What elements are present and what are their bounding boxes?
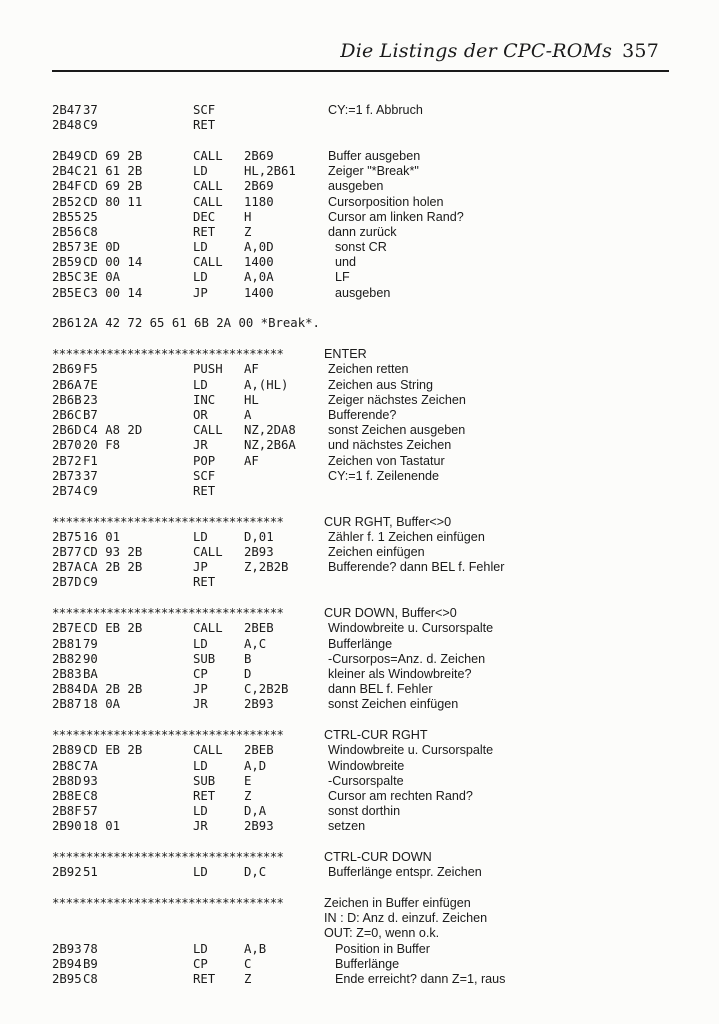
comment: LF (328, 270, 350, 285)
operand: 2B93 (244, 545, 274, 560)
hex-bytes: 3E 0A (83, 270, 121, 285)
hex-bytes: 25 (83, 209, 98, 224)
address: 2B75 (52, 529, 82, 544)
mnemonic: JP (193, 560, 208, 575)
hex-bytes: C4 A8 2D (83, 423, 143, 438)
operand: AF (244, 362, 259, 377)
separator-stars: ********************************** (52, 514, 284, 529)
code-line (52, 804, 692, 819)
code-line (52, 454, 692, 469)
code-line (52, 621, 692, 636)
operand: AF (244, 453, 259, 468)
mnemonic: CALL (193, 194, 223, 209)
code-line (52, 697, 692, 712)
operand: HL,2B61 (244, 164, 296, 179)
code-line (52, 484, 692, 499)
code-line (52, 865, 692, 880)
section-header (52, 850, 692, 865)
comment: Cursor am rechten Rand? (328, 788, 473, 803)
operand: Z (244, 971, 252, 986)
hex-bytes: 7E (83, 377, 98, 392)
address: 2B89 (52, 743, 82, 758)
separator-stars: ********************************** (52, 606, 284, 621)
hex-bytes: 93 (83, 773, 98, 788)
mnemonic: CALL (193, 148, 223, 163)
address: 2B8C (52, 758, 82, 773)
mnemonic: LD (193, 270, 208, 285)
operand: A,0A (244, 270, 274, 285)
address: 2B90 (52, 819, 82, 834)
code-line (52, 682, 692, 697)
code-line (52, 408, 692, 423)
mnemonic: LD (193, 529, 208, 544)
hex-bytes: 90 (83, 651, 98, 666)
code-line (52, 972, 692, 987)
separator-stars: ********************************** (52, 728, 284, 743)
blank-line (52, 499, 692, 515)
blank-line (52, 834, 692, 850)
hex-bytes: 78 (83, 941, 98, 956)
section-header (52, 896, 692, 911)
address: 2B52 (52, 194, 82, 209)
mnemonic: RET (193, 483, 216, 498)
address: 2B93 (52, 941, 82, 956)
comment: setzen (328, 819, 366, 834)
operand: 2BEB (244, 743, 274, 758)
address: 2B56 (52, 224, 82, 239)
mnemonic: LD (193, 240, 208, 255)
mnemonic: CALL (193, 423, 223, 438)
note-line (52, 926, 692, 941)
operand: 1400 (244, 285, 274, 300)
address: 2B94 (52, 956, 82, 971)
blank-line (52, 713, 692, 729)
operand: A,C (244, 636, 267, 651)
operand: D,C (244, 865, 267, 880)
mnemonic: JR (193, 438, 208, 453)
hex-bytes: 18 01 (83, 819, 121, 834)
comment: Windowbreite (328, 758, 405, 773)
operand: NZ,2DA8 (244, 423, 296, 438)
comment: sonst Zeichen ausgeben (328, 423, 466, 438)
comment: dann zurück (328, 224, 397, 239)
address: 2B83 (52, 666, 82, 681)
address: 2B61 (52, 316, 82, 331)
operand: C,2B2B (244, 682, 289, 697)
blank-line (52, 133, 692, 149)
mnemonic: DEC (193, 209, 216, 224)
code-line (52, 225, 692, 240)
code-line (52, 179, 692, 194)
comment: dann BEL f. Fehler (328, 682, 433, 697)
comment: -Cursorspalte (328, 773, 404, 788)
mnemonic: CALL (193, 179, 223, 194)
page-number: 357 (622, 40, 659, 62)
section-title: ENTER (324, 347, 367, 362)
code-line (52, 545, 692, 560)
comment: Zeichen aus String (328, 377, 434, 392)
mnemonic: CALL (193, 743, 223, 758)
operand: A,D (244, 758, 267, 773)
hex-bytes: C9 (83, 575, 98, 590)
code-line (52, 195, 692, 210)
address: 2B48 (52, 118, 82, 133)
comment: Ende erreicht? dann Z=1, raus (328, 971, 506, 986)
comment: Zeichen retten (328, 362, 409, 377)
comment: Windowbreite u. Cursorspalte (328, 743, 494, 758)
operand: D (244, 666, 252, 681)
comment: -Cursorpos=Anz. d. Zeichen (328, 651, 486, 666)
hex-bytes: 79 (83, 636, 98, 651)
hex-bytes: 20 F8 (83, 438, 121, 453)
section-header (52, 347, 692, 362)
hex-bytes: F1 (83, 453, 98, 468)
code-line (52, 378, 692, 393)
address: 2B74 (52, 483, 82, 498)
comment: Cursor am linken Rand? (328, 209, 464, 224)
operand: 1400 (244, 255, 274, 270)
mnemonic: OR (193, 407, 208, 422)
comment: CY:=1 f. Zeilenende (328, 468, 439, 483)
hex-bytes: C9 (83, 483, 98, 498)
address: 2B6D (52, 423, 82, 438)
code-line (52, 774, 692, 789)
code-line (52, 942, 692, 957)
data-line (52, 316, 692, 331)
hex-bytes: 16 01 (83, 529, 121, 544)
address: 2B57 (52, 240, 82, 255)
blank-line (52, 301, 692, 317)
code-line (52, 240, 692, 255)
mnemonic: RET (193, 224, 216, 239)
hex-bytes: C3 00 14 (83, 285, 143, 300)
mnemonic: RET (193, 118, 216, 133)
hex-bytes: B9 (83, 956, 98, 971)
address: 2B8E (52, 788, 82, 803)
operand: HL (244, 392, 259, 407)
comment: Zeichen einfügen (328, 545, 425, 560)
hex-bytes: 37 (83, 468, 98, 483)
address: 2B47 (52, 103, 82, 117)
address: 2B55 (52, 209, 82, 224)
address: 2B70 (52, 438, 82, 453)
hex-bytes: C8 (83, 971, 98, 986)
comment: Zeiger nächstes Zeichen (328, 392, 466, 407)
comment: Bufferlänge (328, 956, 400, 971)
comment: kleiner als Windowbreite? (328, 666, 472, 681)
comment: Cursorposition holen (328, 194, 444, 209)
section-header (52, 606, 692, 621)
mnemonic: SUB (193, 651, 216, 666)
address: 2B87 (52, 697, 82, 712)
code-line (52, 393, 692, 408)
comment: ausgeben (328, 179, 384, 194)
mnemonic: SCF (193, 103, 216, 117)
comment: Buffer ausgeben (328, 148, 421, 163)
note-line (52, 911, 692, 926)
mnemonic: LD (193, 164, 208, 179)
address: 2B5C (52, 270, 82, 285)
code-line (52, 560, 692, 575)
mnemonic: LD (193, 865, 208, 880)
hex-bytes: CD 00 14 (83, 255, 143, 270)
comment: und (328, 255, 357, 270)
operand: A,(HL) (244, 377, 289, 392)
code-line (52, 103, 692, 118)
hex-bytes: CD EB 2B (83, 743, 143, 758)
hex-bytes: 18 0A (83, 697, 121, 712)
section-header (52, 515, 692, 530)
hex-bytes: CD EB 2B (83, 621, 143, 636)
operand: D,01 (244, 529, 274, 544)
comment: Zähler f. 1 Zeichen einfügen (328, 529, 485, 544)
mnemonic: CP (193, 666, 208, 681)
code-line (52, 743, 692, 758)
operand: D,A (244, 804, 267, 819)
address: 2B59 (52, 255, 82, 270)
mnemonic: RET (193, 788, 216, 803)
comment: sonst Zeichen einfügen (328, 697, 459, 712)
operand: 2BEB (244, 621, 274, 636)
address: 2B49 (52, 148, 82, 163)
section-header (52, 728, 692, 743)
operand: Z,2B2B (244, 560, 289, 575)
mnemonic: SUB (193, 773, 216, 788)
address: 2B6B (52, 392, 82, 407)
code-line (52, 575, 692, 590)
comment: Bufferlänge entspr. Zeichen (328, 865, 482, 880)
code-line (52, 637, 692, 652)
separator-stars: ********************************** (52, 896, 284, 910)
address: 2B84 (52, 682, 82, 697)
separator-stars: ********************************** (52, 850, 284, 865)
code-line (52, 423, 692, 438)
blank-line (52, 332, 692, 348)
hex-bytes: F5 (83, 362, 98, 377)
comment: Bufferlänge (328, 636, 393, 651)
address: 2B6C (52, 407, 82, 422)
address: 2B73 (52, 468, 82, 483)
code-line (52, 255, 692, 270)
hex-bytes: C8 (83, 788, 98, 803)
section-title: CTRL-CUR RGHT (324, 728, 428, 743)
comment: sonst CR (328, 240, 387, 255)
hex-bytes: 23 (83, 392, 98, 407)
comment: ausgeben (328, 285, 391, 300)
address: 2B5E (52, 285, 82, 300)
mnemonic: INC (193, 392, 216, 407)
comment: Bufferende? dann BEL f. Fehler (328, 560, 505, 575)
hex-bytes: CD 93 2B (83, 545, 143, 560)
code-line (52, 286, 692, 301)
operand: A,0D (244, 240, 274, 255)
code-line (52, 652, 692, 667)
operand: B (244, 651, 252, 666)
address: 2B95 (52, 971, 82, 986)
assembly-listing (52, 103, 692, 987)
address: 2B7A (52, 560, 82, 575)
hex-bytes: C8 (83, 224, 98, 239)
header-rule (52, 70, 669, 72)
hex-bytes: C9 (83, 118, 98, 133)
comment: Zeichen von Tastatur (328, 453, 445, 468)
code-line (52, 210, 692, 225)
mnemonic: JR (193, 697, 208, 712)
address: 2B4C (52, 164, 82, 179)
mnemonic: LD (193, 941, 208, 956)
code-line (52, 819, 692, 834)
hex-bytes: CD 69 2B (83, 148, 143, 163)
address: 2B8F (52, 804, 82, 819)
data-bytes: 2A 42 72 65 61 6B 2A 00 *Break*. (83, 316, 320, 331)
comment: Position in Buffer (328, 941, 430, 956)
mnemonic: JP (193, 682, 208, 697)
chapter-title: Die Listings der CPC-ROMs (340, 40, 613, 62)
operand: H (244, 209, 252, 224)
operand: A,B (244, 941, 267, 956)
mnemonic: CALL (193, 255, 223, 270)
hex-bytes: 3E 0D (83, 240, 121, 255)
blank-line (52, 591, 692, 607)
code-line (52, 270, 692, 285)
mnemonic: LD (193, 377, 208, 392)
separator-stars: ********************************** (52, 347, 284, 362)
hex-bytes: BA (83, 666, 98, 681)
hex-bytes: 7A (83, 758, 98, 773)
code-line (52, 530, 692, 545)
operand: E (244, 773, 252, 788)
code-line (52, 667, 692, 682)
section-title: CTRL-CUR DOWN (324, 850, 432, 865)
mnemonic: JP (193, 285, 208, 300)
mnemonic: CP (193, 956, 208, 971)
code-line (52, 118, 692, 133)
code-line (52, 789, 692, 804)
hex-bytes: CD 69 2B (83, 179, 143, 194)
hex-bytes: DA 2B 2B (83, 682, 143, 697)
code-line (52, 957, 692, 972)
hex-bytes: 57 (83, 804, 98, 819)
comment: Zeiger "*Break*" (328, 164, 419, 179)
address: 2B8D (52, 773, 82, 788)
section-title: CUR RGHT, Buffer<>0 (324, 514, 452, 529)
note-text: OUT: Z=0, wenn o.k. (324, 926, 440, 941)
address: 2B81 (52, 636, 82, 651)
operand: Z (244, 224, 252, 239)
comment: Bufferende? (328, 407, 397, 422)
section-title: Zeichen in Buffer einfügen (324, 896, 471, 910)
address: 2B7E (52, 621, 82, 636)
operand: 2B69 (244, 179, 274, 194)
code-line (52, 164, 692, 179)
operand: C (244, 956, 252, 971)
mnemonic: POP (193, 453, 216, 468)
mnemonic: PUSH (193, 362, 223, 377)
operand: 2B93 (244, 819, 274, 834)
operand: A (244, 407, 252, 422)
operand: Z (244, 788, 252, 803)
hex-bytes: 51 (83, 865, 98, 880)
code-line (52, 438, 692, 453)
comment: Windowbreite u. Cursorspalte (328, 621, 494, 636)
address: 2B92 (52, 865, 82, 880)
mnemonic: RET (193, 971, 216, 986)
hex-bytes: CD 80 11 (83, 194, 143, 209)
mnemonic: LD (193, 758, 208, 773)
address: 2B7D (52, 575, 82, 590)
operand: 2B93 (244, 697, 274, 712)
hex-bytes: 37 (83, 103, 98, 117)
code-line (52, 759, 692, 774)
mnemonic: LD (193, 636, 208, 651)
mnemonic: CALL (193, 545, 223, 560)
note-text: IN : D: Anz d. einzuf. Zeichen (324, 911, 488, 926)
section-title: CUR DOWN, Buffer<>0 (324, 606, 457, 621)
operand: NZ,2B6A (244, 438, 296, 453)
hex-bytes: B7 (83, 407, 98, 422)
code-line (52, 149, 692, 164)
address: 2B6A (52, 377, 82, 392)
operand: 1180 (244, 194, 274, 209)
blank-line (52, 880, 692, 896)
address: 2B72 (52, 453, 82, 468)
comment: und nächstes Zeichen (328, 438, 452, 453)
mnemonic: RET (193, 575, 216, 590)
mnemonic: LD (193, 804, 208, 819)
operand: 2B69 (244, 148, 274, 163)
mnemonic: JR (193, 819, 208, 834)
address: 2B4F (52, 179, 82, 194)
hex-bytes: CA 2B 2B (83, 560, 143, 575)
mnemonic: CALL (193, 621, 223, 636)
code-line (52, 469, 692, 484)
hex-bytes: 21 61 2B (83, 164, 143, 179)
comment: sonst dorthin (328, 804, 401, 819)
address: 2B82 (52, 651, 82, 666)
running-title (340, 40, 659, 62)
code-line (52, 362, 692, 377)
mnemonic: SCF (193, 468, 216, 483)
address: 2B77 (52, 545, 82, 560)
address: 2B69 (52, 362, 82, 377)
comment: CY:=1 f. Abbruch (328, 103, 423, 117)
